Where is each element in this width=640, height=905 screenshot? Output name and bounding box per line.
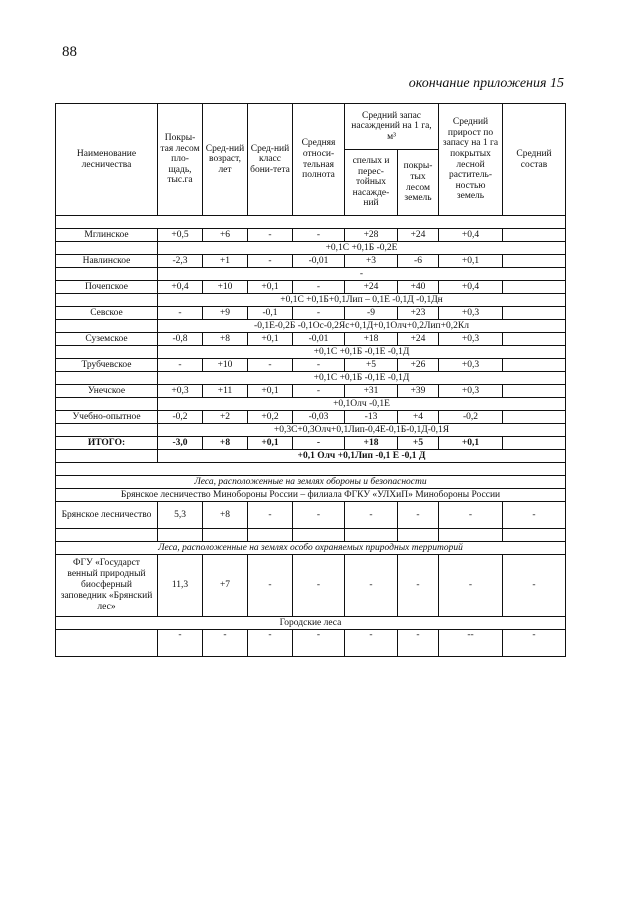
cell-stock-forest: - <box>398 555 439 617</box>
cell-density: - <box>293 385 345 398</box>
cell-age: +1 <box>203 255 248 268</box>
header-name: Наименование лесничества <box>56 104 158 216</box>
cell-composition: +0,1С +0,1Б+0,1Лип – 0,1Е -0,1Д -0,1Дн <box>158 294 566 307</box>
cell-area: +0,4 <box>158 281 203 294</box>
cell-composition: +0,1С +0,1Б -0,1Е -0,1Д <box>158 372 566 385</box>
table-row <box>56 630 566 657</box>
table-row-composition <box>56 268 566 281</box>
cell-stock-mature: +28 <box>345 229 398 242</box>
header-density: Средняя относи-тельная полнота <box>293 104 345 216</box>
table-row-composition <box>56 294 566 307</box>
table-row-composition <box>56 372 566 385</box>
cell-stock-forest: +26 <box>398 359 439 372</box>
cell-growth: -0,2 <box>439 411 503 424</box>
cell-density: - <box>293 502 345 529</box>
cell-density: -0,01 <box>293 255 345 268</box>
cell-class: - <box>248 229 293 242</box>
cell-empty <box>56 398 158 411</box>
cell-density: - <box>293 630 345 657</box>
table-row <box>56 255 566 268</box>
cell-class: - <box>248 502 293 529</box>
appendix-caption: окончание приложения 15 <box>408 76 564 91</box>
cell-age: +7 <box>203 555 248 617</box>
header-avg-age: Сред-ний возраст, лет <box>203 104 248 216</box>
cell-empty <box>158 529 203 542</box>
cell-density: - <box>293 229 345 242</box>
cell-stock-forest: +39 <box>398 385 439 398</box>
cell-class: +0,1 <box>248 385 293 398</box>
table-row <box>56 229 566 242</box>
cell-age: +2 <box>203 411 248 424</box>
header-composition: Средний состав <box>503 104 566 216</box>
row-name: ИТОГО: <box>56 437 158 450</box>
cell-empty <box>56 372 158 385</box>
cell-growth: +0,4 <box>439 281 503 294</box>
spacer-row <box>56 463 566 476</box>
cell-empty <box>56 529 158 542</box>
table-row <box>56 359 566 372</box>
cell-stock-mature: +31 <box>345 385 398 398</box>
cell-class: -0,1 <box>248 307 293 320</box>
cell-stock-mature: - <box>345 555 398 617</box>
cell-composition: - <box>503 630 566 657</box>
cell-stock-forest: -6 <box>398 255 439 268</box>
cell-area: -3,0 <box>158 437 203 450</box>
row-name: ФГУ «Государст венный природный биосферный заповедник «Брянский лес» <box>56 555 158 617</box>
cell-empty <box>56 268 158 281</box>
cell-stock-forest: +23 <box>398 307 439 320</box>
row-name: Суземское <box>56 333 158 346</box>
row-name: Учебно-опытное <box>56 411 158 424</box>
cell-density: - <box>293 555 345 617</box>
cell-empty <box>345 529 398 542</box>
cell-empty <box>503 529 566 542</box>
cell-density: - <box>293 307 345 320</box>
row-name: Трубчевское <box>56 359 158 372</box>
cell-stock-mature: +3 <box>345 255 398 268</box>
cell-age: - <box>203 630 248 657</box>
cell-growth: -- <box>439 630 503 657</box>
table-row <box>56 411 566 424</box>
cell-area: +0,5 <box>158 229 203 242</box>
cell-density: - <box>293 437 345 450</box>
cell-age: +8 <box>203 502 248 529</box>
cell-composition: +0,3С+0,3Олч+0,1Лип-0,4Е-0,1Б-0,1Д-0,1Я <box>158 424 566 437</box>
cell-empty <box>503 307 566 320</box>
cell-density: -0,03 <box>293 411 345 424</box>
cell-growth: +0,3 <box>439 333 503 346</box>
cell-composition: +0,1С +0,1Б -0,1Е -0,1Д <box>158 346 566 359</box>
cell-empty <box>503 385 566 398</box>
organization-title: Брянское лесничество Минобороны России – филиала ФГКУ «УЛХиП» Минобороны России <box>56 489 566 502</box>
cell-area: - <box>158 359 203 372</box>
cell-age: +11 <box>203 385 248 398</box>
cell-area: - <box>158 630 203 657</box>
cell-stock-forest: +24 <box>398 229 439 242</box>
forest-comparison-table <box>55 103 566 657</box>
cell-growth: +0,1 <box>439 255 503 268</box>
cell-empty <box>293 529 345 542</box>
cell-age: +10 <box>203 281 248 294</box>
cell-stock-mature: - <box>345 502 398 529</box>
cell-empty <box>439 529 503 542</box>
cell-age: +10 <box>203 359 248 372</box>
page-number: 88 <box>62 44 77 60</box>
cell-composition: - <box>503 502 566 529</box>
header-growth: Средний прирост по запасу на 1 га покрытых лесной раститель-ностью земель <box>439 104 503 216</box>
row-name: Почепское <box>56 281 158 294</box>
cell-age: +6 <box>203 229 248 242</box>
row-name: Брянское лесничество <box>56 502 158 529</box>
cell-empty <box>56 294 158 307</box>
cell-growth: +0,4 <box>439 229 503 242</box>
cell-empty <box>503 281 566 294</box>
cell-empty <box>56 346 158 359</box>
row-name: Севское <box>56 307 158 320</box>
cell-composition: -0,1Е-0,2Б -0,1Ос-0,2Яс+0,1Д+0,1Олч+0,2Лип+0,2Кл <box>158 320 566 333</box>
table-row <box>56 385 566 398</box>
cell-area: +0,3 <box>158 385 203 398</box>
section-title-row <box>56 476 566 489</box>
cell-stock-mature: +18 <box>345 333 398 346</box>
cell-density: - <box>293 359 345 372</box>
section-title-row <box>56 542 566 555</box>
cell-area: 11,3 <box>158 555 203 617</box>
row-name: Навлинское <box>56 255 158 268</box>
cell-empty <box>56 242 158 255</box>
empty-row <box>56 529 566 542</box>
cell-area: -0,2 <box>158 411 203 424</box>
cell-empty <box>503 437 566 450</box>
table-row-composition <box>56 398 566 411</box>
cell-stock-mature: +5 <box>345 359 398 372</box>
cell-empty <box>56 424 158 437</box>
cell-stock-mature: -13 <box>345 411 398 424</box>
cell-empty <box>503 255 566 268</box>
row-name: Унечское <box>56 385 158 398</box>
table-row-composition <box>56 320 566 333</box>
cell-empty <box>56 450 158 463</box>
cell-growth: - <box>439 555 503 617</box>
table-row <box>56 281 566 294</box>
header-forest-area: Покры-тая лесом пло-щадь, тыс.га <box>158 104 203 216</box>
table-row-composition <box>56 242 566 255</box>
cell-empty <box>503 333 566 346</box>
section-title-row <box>56 617 566 630</box>
cell-composition: +0,1Олч -0,1Е <box>158 398 566 411</box>
table-row <box>56 555 566 617</box>
cell-growth: +0,1 <box>439 437 503 450</box>
cell-class: +0,1 <box>248 437 293 450</box>
cell-empty <box>203 529 248 542</box>
section-title: Леса, расположенные на землях особо охраняемых природных территорий <box>56 542 566 555</box>
cell-stock-forest: - <box>398 630 439 657</box>
cell-stock-forest: +24 <box>398 333 439 346</box>
cell-stock-mature: +18 <box>345 437 398 450</box>
cell-composition: +0,1С +0,1Б -0,2Е <box>158 242 566 255</box>
header-stock-forest: покры-тых лесом земель <box>398 150 439 216</box>
table-row <box>56 502 566 529</box>
cell-age: +8 <box>203 333 248 346</box>
cell-empty <box>503 229 566 242</box>
cell-area: -0,8 <box>158 333 203 346</box>
cell-density: - <box>293 281 345 294</box>
cell-growth: +0,3 <box>439 359 503 372</box>
cell-stock-forest: +5 <box>398 437 439 450</box>
cell-age: +8 <box>203 437 248 450</box>
cell-growth: - <box>439 502 503 529</box>
cell-class: - <box>248 359 293 372</box>
header-stock: Средний запас насаждений на 1 га, м³ <box>345 104 439 150</box>
table-row-composition <box>56 450 566 463</box>
cell-composition: - <box>503 555 566 617</box>
cell-stock-mature: -9 <box>345 307 398 320</box>
header-quality-class: Сред-ний класс бони-тета <box>248 104 293 216</box>
cell-class: - <box>248 630 293 657</box>
row-name: Мглинское <box>56 229 158 242</box>
cell-class: +0,1 <box>248 333 293 346</box>
table-row <box>56 333 566 346</box>
cell-stock-forest: +4 <box>398 411 439 424</box>
cell-empty <box>56 320 158 333</box>
header-stock-mature: спелых и перес-тойных насажде-ний <box>345 150 398 216</box>
section-title: Леса, расположенные на землях обороны и безопасности <box>56 476 566 489</box>
cell-stock-mature: - <box>345 630 398 657</box>
table-row <box>56 307 566 320</box>
cell-empty <box>503 411 566 424</box>
organization-row <box>56 489 566 502</box>
cell-area: -2,3 <box>158 255 203 268</box>
cell-area: 5,3 <box>158 502 203 529</box>
cell-age: +9 <box>203 307 248 320</box>
table-row-composition <box>56 424 566 437</box>
section-title: Городские леса <box>56 617 566 630</box>
cell-composition: +0,1 Олч +0,1Лип -0,1 Е -0,1 Д <box>158 450 566 463</box>
cell-class: +0,2 <box>248 411 293 424</box>
cell-growth: +0,3 <box>439 385 503 398</box>
table-body <box>56 216 566 657</box>
table-row-composition <box>56 346 566 359</box>
row-name <box>56 630 158 657</box>
cell-class: - <box>248 555 293 617</box>
cell-stock-forest: - <box>398 502 439 529</box>
spacer-row <box>56 216 566 229</box>
cell-growth: +0,3 <box>439 307 503 320</box>
cell-area: - <box>158 307 203 320</box>
table-header <box>56 104 566 216</box>
cell-empty <box>398 529 439 542</box>
cell-density: -0,01 <box>293 333 345 346</box>
cell-class: - <box>248 255 293 268</box>
cell-class: +0,1 <box>248 281 293 294</box>
cell-composition: - <box>158 268 566 281</box>
cell-stock-mature: +24 <box>345 281 398 294</box>
table-row-total <box>56 437 566 450</box>
cell-stock-forest: +40 <box>398 281 439 294</box>
cell-empty <box>503 359 566 372</box>
cell-empty <box>248 529 293 542</box>
